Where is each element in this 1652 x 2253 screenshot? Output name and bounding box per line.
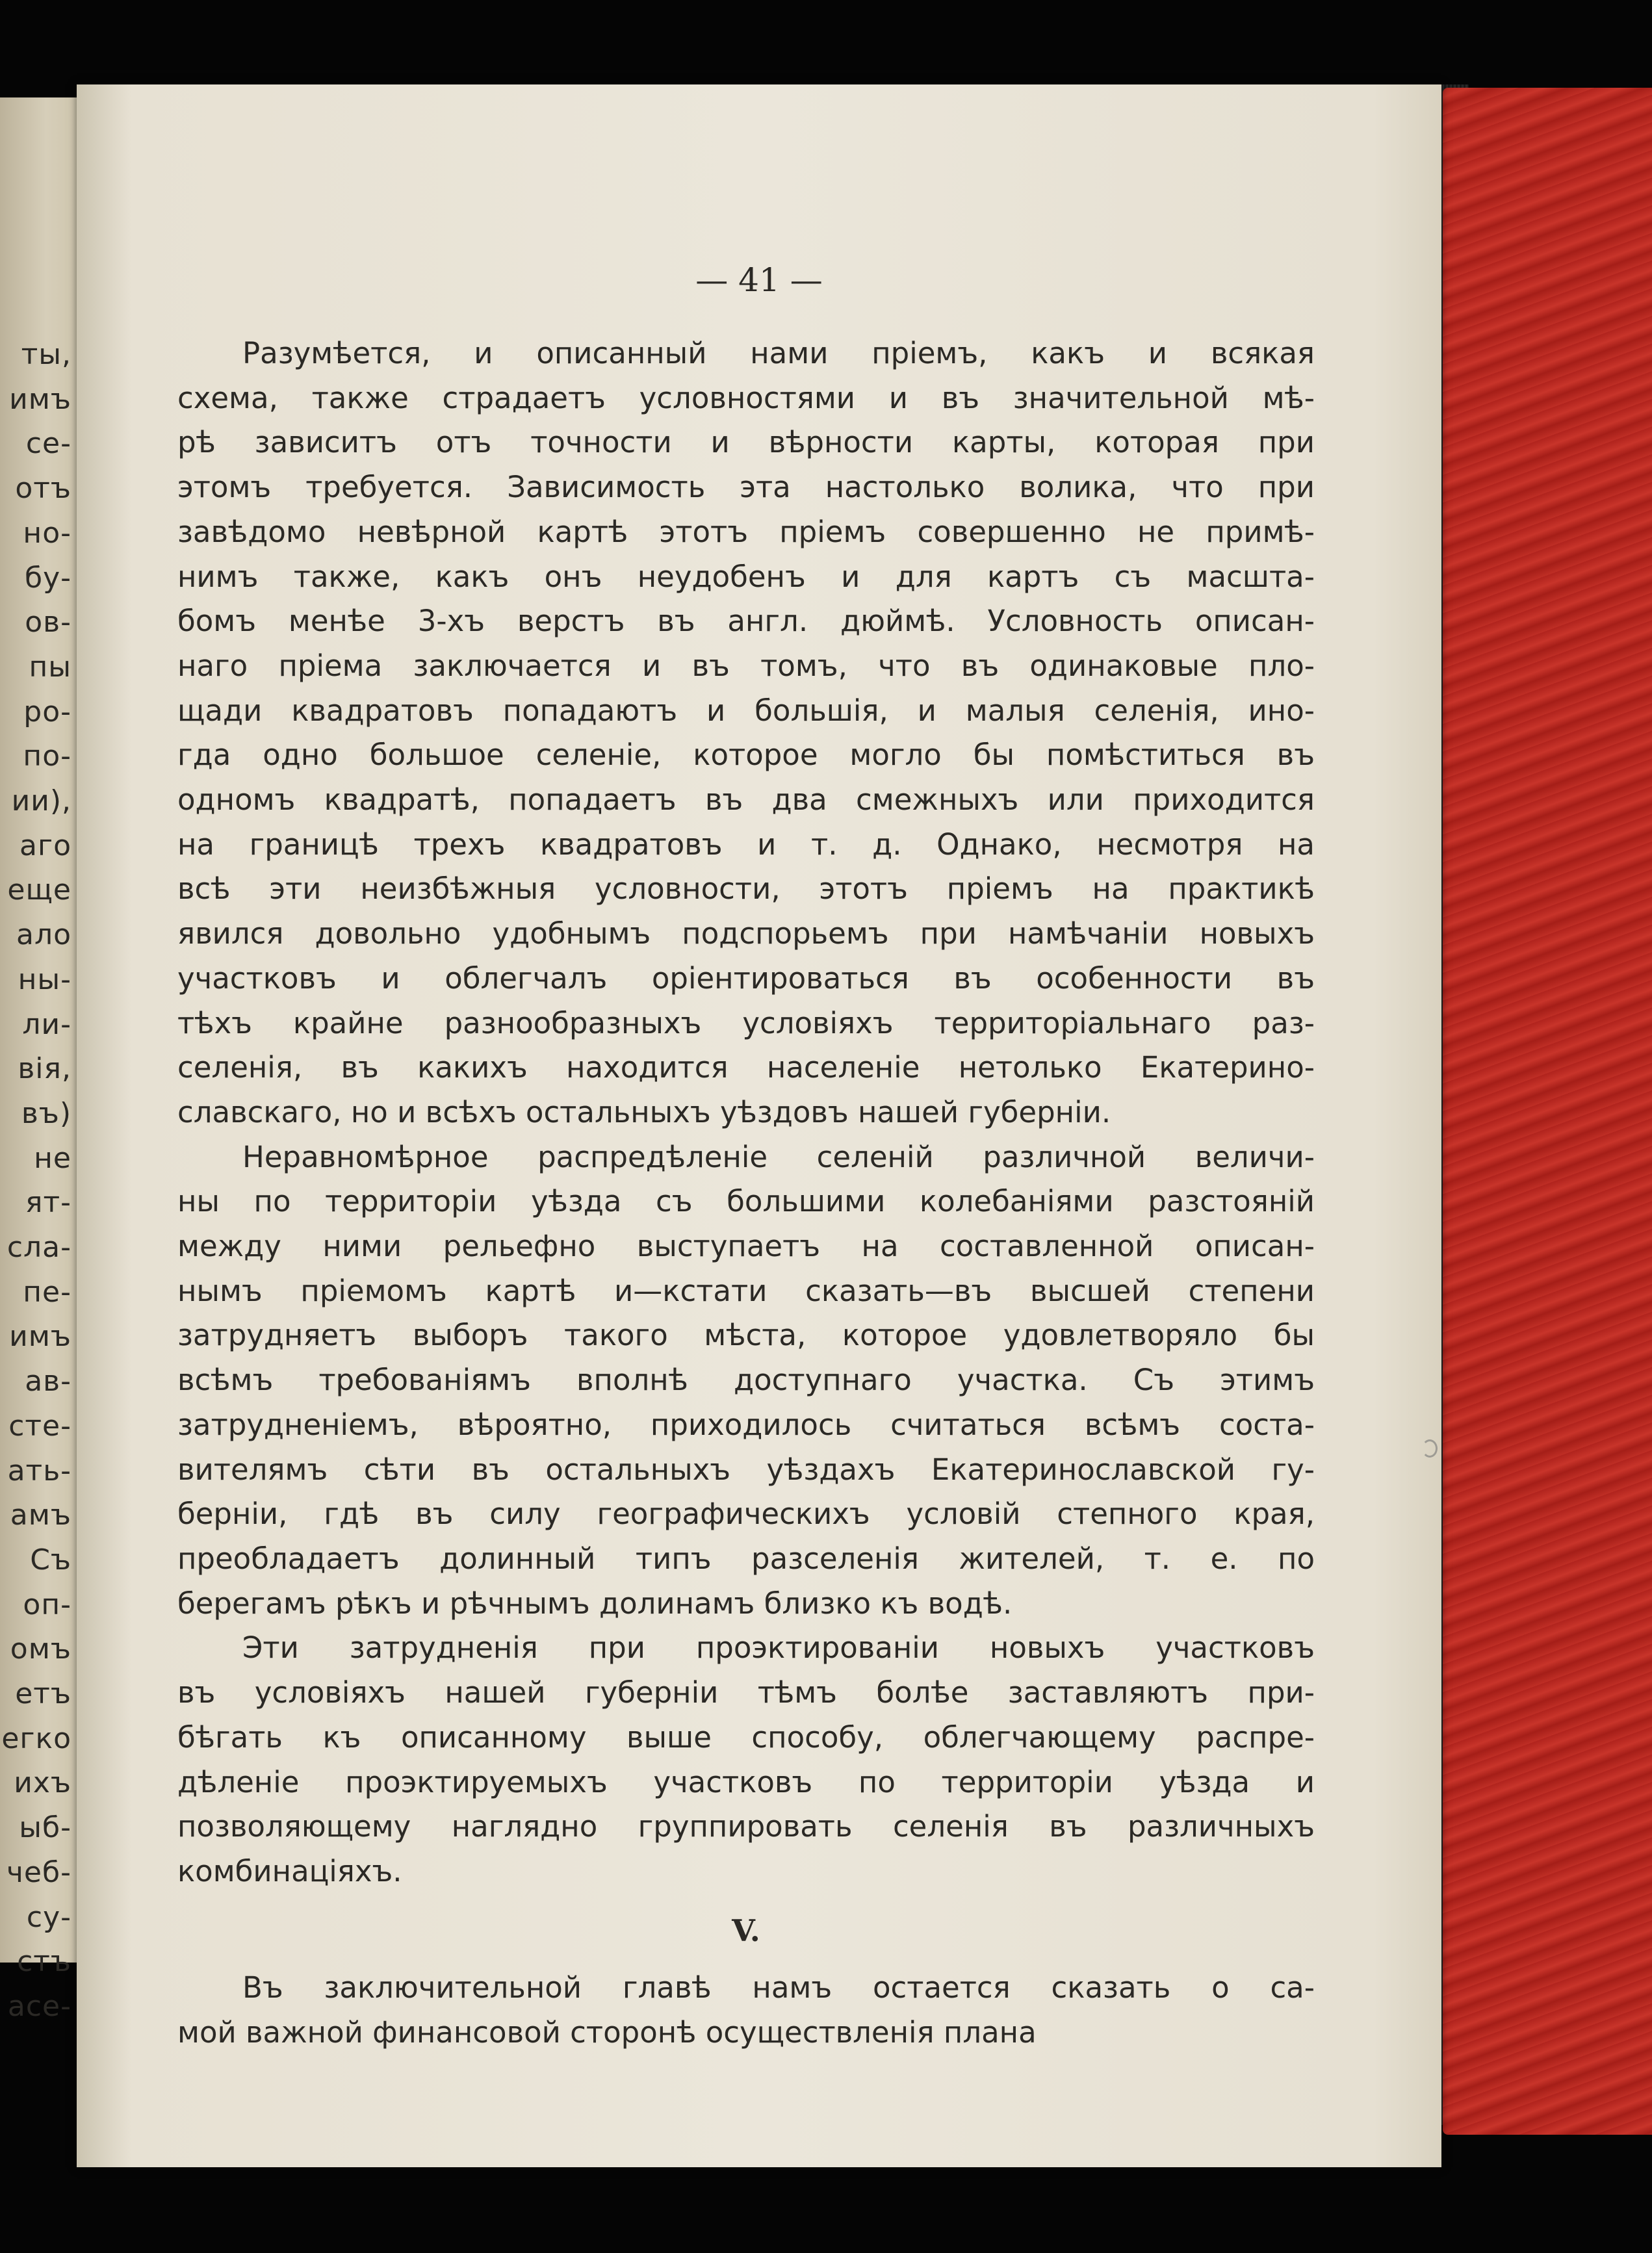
text-line: берніи, гдѣ въ силу географическихъ условій степного края,	[177, 1497, 1315, 1532]
paragraph-3	[177, 1626, 1315, 1894]
text-line: комбинаціяхъ.	[177, 1853, 402, 1888]
text-line: наго пріема заключается и въ томъ, что въ одинаковые пло-	[177, 648, 1315, 683]
text-line: затрудненіемъ, вѣроятно, приходилось считаться всѣмъ соста-	[177, 1407, 1315, 1442]
text-line: гда одно большое селеніе, которое могло бы помѣститься въ	[177, 738, 1315, 773]
paragraph-2	[177, 1135, 1315, 1627]
left-page-line: ов-	[25, 606, 71, 639]
section-numeral: V.	[732, 1912, 760, 1948]
left-page-line: су-	[26, 1900, 71, 1934]
left-page-line: пы	[29, 650, 71, 684]
page-text	[177, 331, 1315, 2055]
left-page-line: вія,	[18, 1052, 71, 1086]
left-page-line: ихъ	[14, 1766, 71, 1800]
left-page-line: ты,	[21, 338, 71, 371]
text-line: дѣленіе проэктируемыхъ участковъ по территоріи уѣзда и	[177, 1764, 1315, 1799]
left-page-line: чеб-	[6, 1855, 71, 1889]
left-page-line: асе-	[7, 1989, 71, 2023]
book-page	[77, 84, 1441, 2167]
text-line: селенія, въ какихъ находится населеніе нетолько Екатерино-	[177, 1050, 1315, 1085]
left-page-line: по-	[23, 740, 71, 773]
text-line: Эти затрудненія при проэктированіи новыхъ участковъ	[242, 1630, 1315, 1666]
paragraph-1	[177, 331, 1315, 1135]
left-page-line: имъ	[9, 382, 71, 416]
left-page-line: се-	[25, 427, 71, 461]
text-line: этомъ требуется. Зависимость эта настолько волика, что при	[177, 470, 1315, 505]
text-line: вителямъ сѣти въ остальныхъ уѣздахъ Екатеринославской гу-	[177, 1452, 1315, 1487]
text-line: ны по территоріи уѣзда съ большими колебаніями разстояній	[177, 1184, 1315, 1219]
left-page-line: отъ	[15, 472, 71, 506]
paragraph-4	[177, 1966, 1315, 2055]
left-page-line: пе-	[23, 1275, 71, 1309]
text-line: славскаго, но и всѣхъ остальныхъ уѣздовъ нашей губерніи.	[177, 1094, 1111, 1129]
left-page-line: амъ	[10, 1499, 71, 1532]
left-page-line: ало	[16, 918, 71, 952]
left-page-line: ыб-	[19, 1811, 71, 1845]
text-line: всѣ эти неизбѣжныя условности, этотъ пріемъ на практикѣ	[177, 871, 1315, 907]
text-line: нимъ также, какъ онъ неудобенъ и для картъ съ масшта-	[177, 559, 1315, 594]
text-line: схема, также страдаетъ условностями и въ значительной мѣ-	[177, 380, 1315, 415]
left-page-line: бу-	[24, 561, 71, 595]
text-line: затрудняетъ выборъ такого мѣста, которое удовлетворяло бы	[177, 1318, 1315, 1353]
left-page-line: етъ	[15, 1677, 71, 1710]
left-page-line: оп-	[23, 1588, 71, 1621]
text-line: явился довольно удобнымъ подспорьемъ при намѣчаніи новыхъ	[177, 916, 1315, 951]
left-page-line: аго	[19, 829, 71, 862]
left-page-line: еще	[7, 873, 71, 907]
text-line: участковъ и облегчалъ оріентироваться въ особенности въ	[177, 960, 1315, 996]
left-page-line: ро-	[23, 695, 71, 728]
left-page-line: имъ	[9, 1320, 71, 1354]
text-line: Разумѣется, и описанный нами пріемъ, какъ и всякая	[242, 336, 1315, 370]
text-line: бѣгать къ описанному выше способу, облегчающему распре-	[177, 1719, 1315, 1755]
left-page-line: ать-	[7, 1454, 71, 1487]
left-page-fragment	[0, 97, 77, 2023]
text-line: всѣмъ требованіямъ вполнѣ доступнаго участка. Съ этимъ	[177, 1363, 1315, 1398]
page-number: — 41 —	[695, 261, 823, 299]
text-line: позволяющему наглядно группировать селенія въ различныхъ	[177, 1809, 1315, 1844]
left-page-line: ав-	[25, 1365, 71, 1398]
left-page-line: ны-	[18, 962, 71, 996]
text-line: на границѣ трехъ квадратовъ и т. д. Однако, несмотря на	[177, 827, 1315, 862]
left-page-line: сте-	[8, 1409, 71, 1443]
text-line: въ условіяхъ нашей губерніи тѣмъ болѣе заставляютъ при-	[177, 1675, 1315, 1710]
text-line: Въ заключительной главѣ намъ остается сказать о са-	[242, 1970, 1315, 2005]
left-page-line: въ)	[21, 1096, 71, 1130]
left-page-line: но-	[23, 516, 71, 550]
left-page-line: Съ	[30, 1543, 71, 1577]
book-cover	[1443, 88, 1652, 2135]
text-line: тѣхъ крайне разнообразныхъ условіяхъ территоріальнаго раз-	[177, 1005, 1315, 1040]
text-line: преобладаетъ долинный типъ разселенія жителей, т. е. по	[177, 1541, 1315, 1576]
left-page-line: ии),	[11, 784, 71, 818]
left-page-line: омъ	[10, 1632, 71, 1666]
text-line: бомъ менѣе 3-хъ верстъ въ англ. дюймѣ. Условность описан-	[177, 604, 1315, 639]
left-page-line: егко	[1, 1721, 71, 1755]
text-line: рѣ зависитъ отъ точности и вѣрности карты, которая при	[177, 425, 1315, 460]
text-line: Неравномѣрное распредѣленіе селеній различной величи-	[242, 1139, 1315, 1174]
text-line: одномъ квадратѣ, попадаетъ въ два смежныхъ или приходится	[177, 782, 1315, 818]
left-page-line: ли-	[22, 1007, 71, 1041]
left-page-line: сла-	[6, 1231, 71, 1264]
left-page-line: ят-	[25, 1186, 71, 1220]
left-page-line: стъ	[17, 1945, 71, 1979]
text-line: нымъ пріемомъ картѣ и—кстати сказать—въ высшей степени	[177, 1273, 1315, 1308]
text-line: щади квадратовъ попадаютъ и большія, и малыя селенія, ино-	[177, 693, 1315, 728]
left-page-line: не	[34, 1141, 71, 1175]
ink-smudge	[1422, 1439, 1438, 1458]
text-line: между ними рельефно выступаетъ на составленной описан-	[177, 1229, 1315, 1264]
text-line: мой важной финансовой сторонѣ осуществленія плана	[177, 2015, 1037, 2050]
text-line: завѣдомо невѣрной картѣ этотъ пріемъ совершенно не примѣ-	[177, 514, 1315, 549]
text-line: берегамъ рѣкъ и рѣчнымъ долинамъ близко къ водѣ.	[177, 1586, 1013, 1621]
